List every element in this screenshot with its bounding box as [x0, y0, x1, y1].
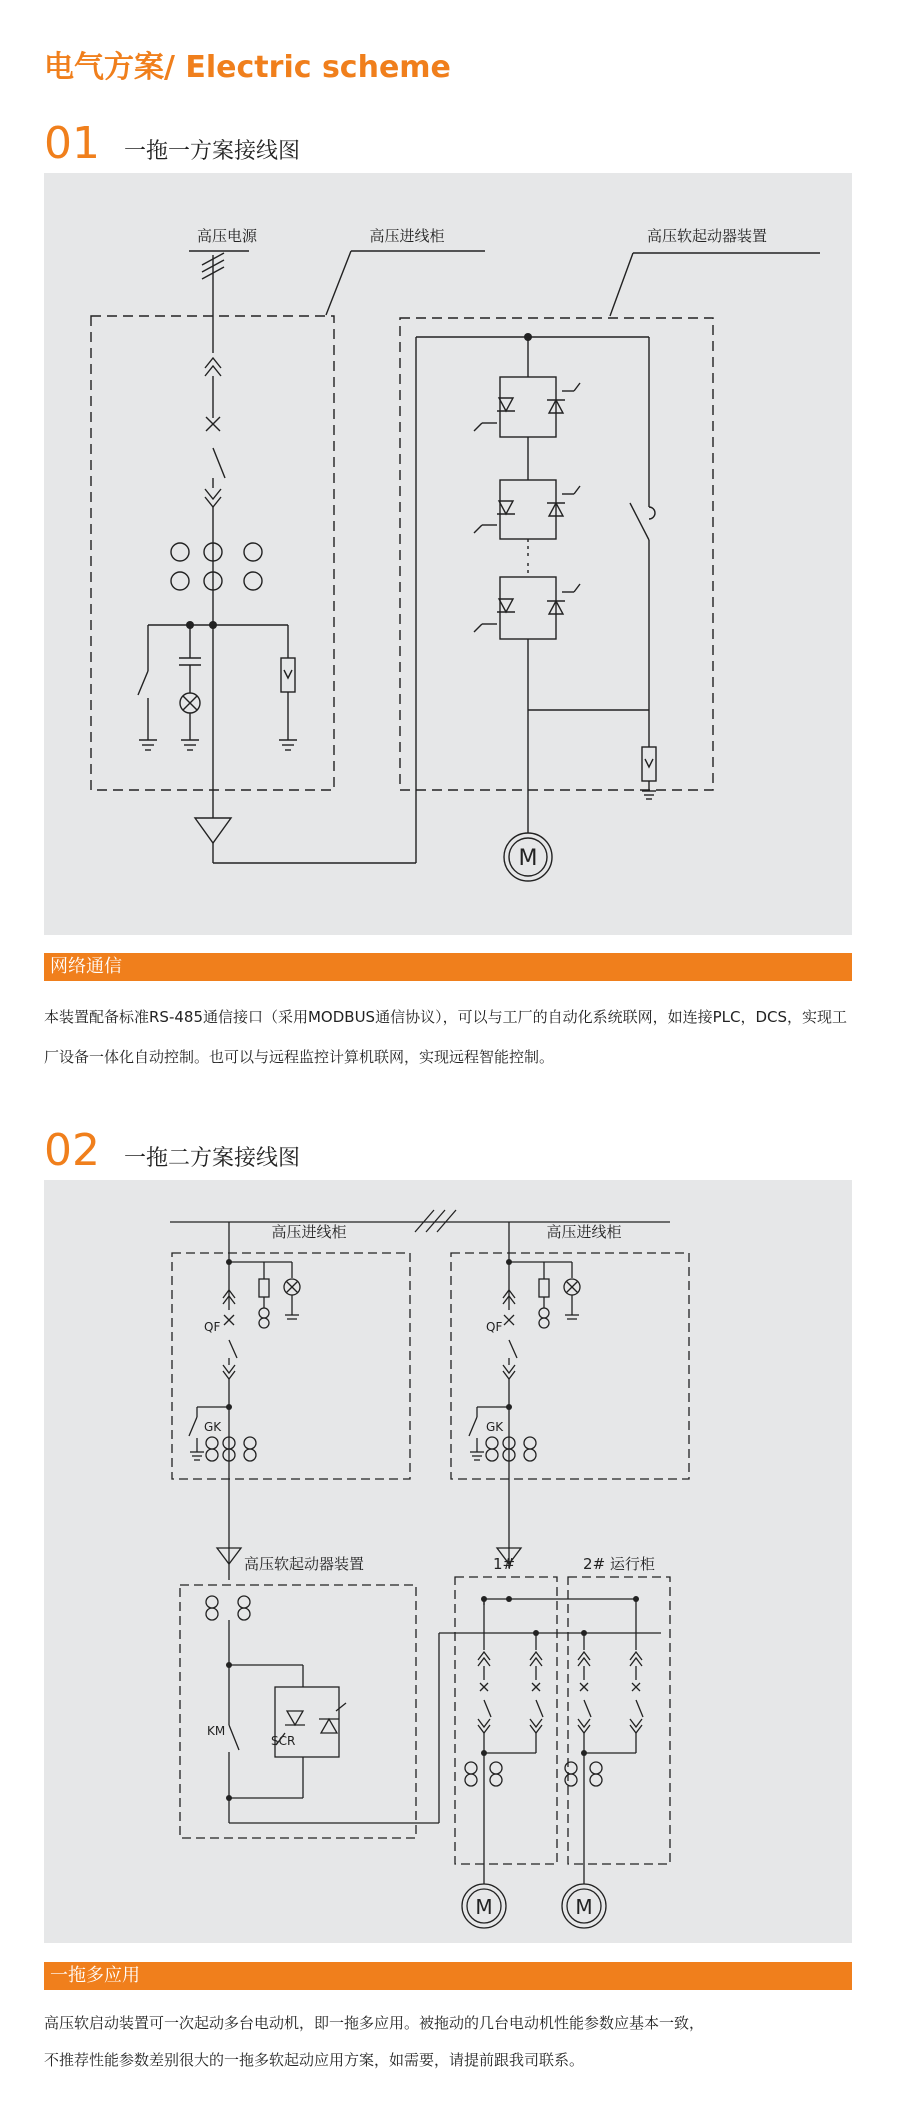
junction-dots-1	[186, 333, 532, 629]
motor-symbol: M	[518, 846, 538, 871]
label-hv-incoming: 高压进线柜	[369, 227, 445, 245]
label-km: KM	[207, 1724, 226, 1738]
label-hv-incoming-1: 高压进线柜	[271, 1223, 347, 1241]
diagram-one-to-two	[44, 1180, 852, 1943]
paragraph-network: 本装置配备标准RS-485通信接口（采用MODBUS通信协议），可以与工厂的自动化系统联网，如连接PLC，DCS，实现工厂设备一体化自动控制。也可以与远程监控计算机联网，实现远程智能控制。	[44, 1008, 848, 1066]
section-1-heading: 一拖一方案接线图	[124, 139, 301, 164]
label-run-2: 2# 运行柜	[583, 1555, 655, 1573]
section-2-header	[44, 1125, 300, 1176]
bar-network-communication: 网络通信	[44, 953, 852, 981]
paragraph-multi-drive-2: 不推荐性能参数差别很大的一拖多软起动应用方案，如需要，请提前跟我司联系。	[44, 2051, 585, 2069]
paragraph-multi-drive-1: 高压软启动装置可一次起动多台电动机，即一拖多应用。被拖动的几台电动机性能参数应基本一致，	[44, 2014, 705, 2032]
label-hv-incoming-2: 高压进线柜	[546, 1223, 622, 1241]
label-gk-2: GK	[486, 1420, 504, 1434]
label-run-1: 1#	[492, 1555, 516, 1573]
section-1-header	[44, 118, 300, 169]
label-scr: SCR	[271, 1734, 296, 1748]
junction-dots-2	[226, 1259, 639, 1801]
motor-2-symbol: M	[575, 1895, 593, 1919]
section-2-heading: 一拖二方案接线图	[124, 1146, 301, 1171]
section-2-number: 02	[44, 1125, 100, 1176]
motor-1-symbol: M	[475, 1895, 493, 1919]
bar-multi-drive: 一拖多应用	[44, 1962, 852, 1990]
label-gk-1: GK	[204, 1420, 222, 1434]
wiring-one-to-one	[91, 251, 820, 881]
label-soft-starter: 高压软起动器装置	[646, 227, 768, 245]
label-soft-starter-2: 高压软起动器装置	[243, 1555, 365, 1573]
label-qf-1: QF	[204, 1320, 221, 1334]
diagram-one-to-one	[44, 173, 852, 935]
section-1-number: 01	[44, 118, 100, 169]
page-title: 电气方案/ Electric scheme	[44, 50, 451, 85]
label-qf-2: QF	[486, 1320, 503, 1334]
label-hv-source: 高压电源	[196, 227, 258, 245]
